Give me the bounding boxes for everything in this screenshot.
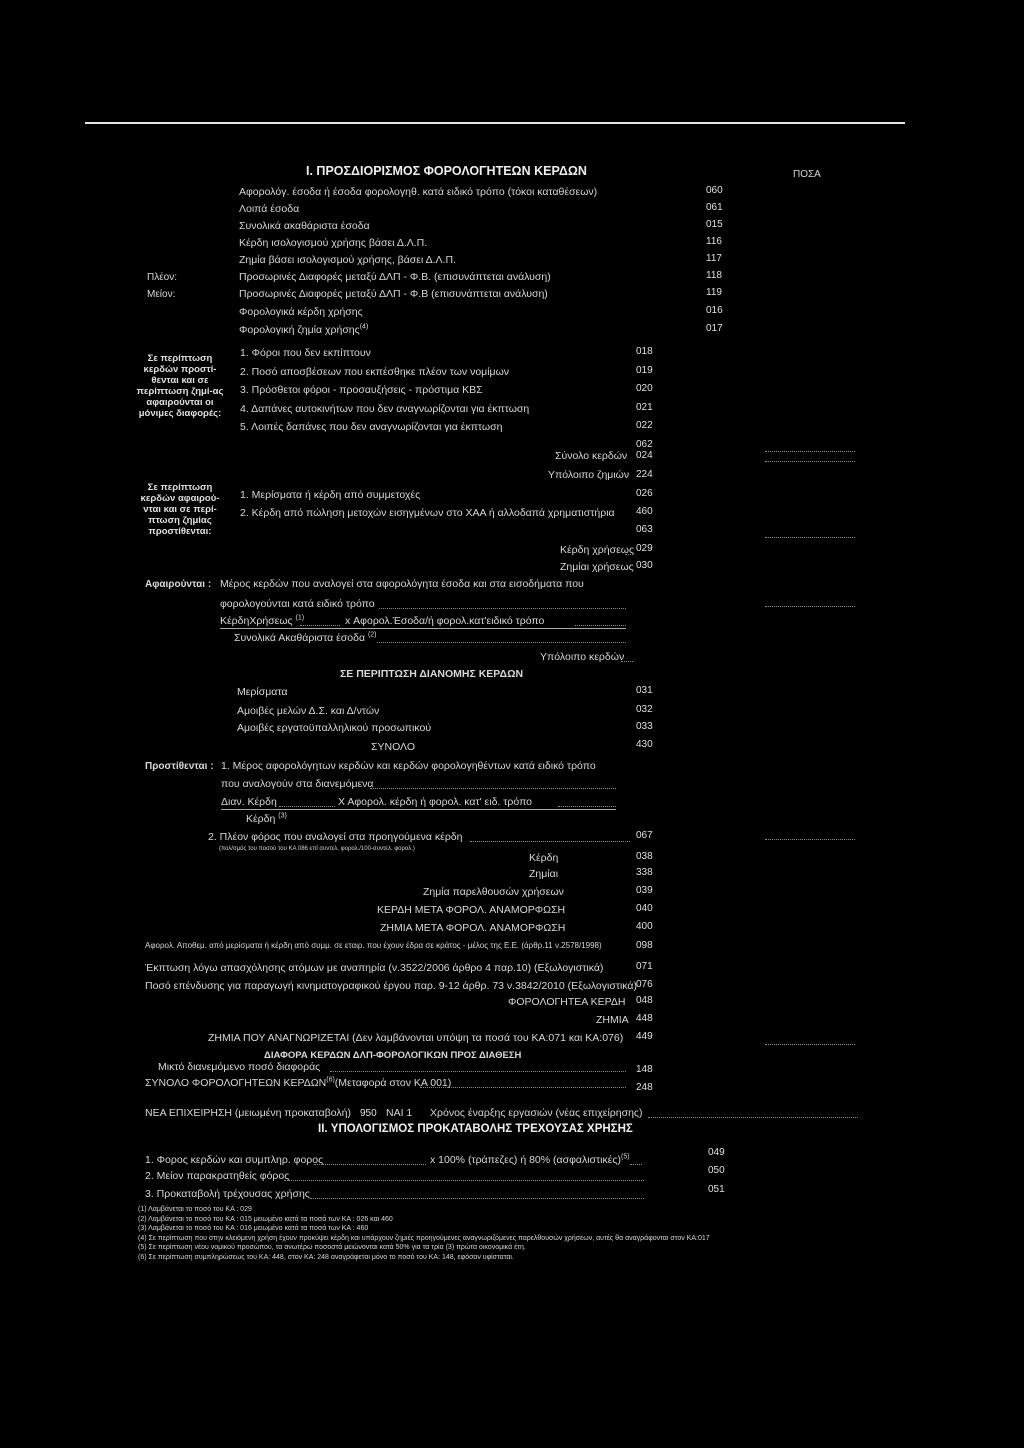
field-code: 032 [636,704,653,715]
footnote: (1) Λαμβάνεται το ποσό του ΚΑ : 029 [138,1206,252,1213]
amount-field[interactable] [765,606,855,607]
new-business-value[interactable]: ΝΑΙ 1 [386,1107,413,1119]
add-item-label: 4. Δαπάνες αυτοκινήτων που δεν αναγνωρίζονται για έκπτωση [240,403,530,415]
amount-field[interactable] [765,461,855,462]
distribution-total-label: ΣΥΝΟΛΟ [371,741,416,753]
leader-dots [569,863,630,864]
deduct-label: Αφαιρούνται : [145,579,212,590]
start-year-field[interactable] [648,1117,858,1118]
code-224: 224 [636,469,653,480]
field-code: 061 [706,202,723,213]
advance-line2: 2. Μείον παρακρατηθείς φόρος [145,1170,290,1182]
result-label: Ζημία παρελθουσών χρήσεων [423,886,564,898]
field-code: 098 [636,940,653,951]
advance-line1: 1. Φορος κερδών και συμπληρ. φορος [145,1154,324,1166]
footnote-ref: (6) [326,1076,335,1084]
footnote: (5) Σε περίπτωση νέου νομικού προσώπου, τα ανωτέρω ποσοστά μειώνονται κατά 50% για τα τρία (3) πρώτα οικονομικά έτη. [138,1244,526,1251]
field-code: 040 [636,903,653,914]
side-label: Μείον: [147,289,176,300]
field-code: 020 [636,383,653,394]
field-code: 060 [706,185,723,196]
lower-line-label: Έκπτωση λόγω απασχόλησης ατόμων με αναπηρία (ν.3522/2006 άρθρο 4 παρ.10) (Εξωλογιστικά) [145,962,604,974]
distribution-item-label: Μερίσματα [237,686,288,698]
field-code: 022 [636,420,653,431]
result-label: ΖΗΜΙΑ ΜΕΤΑ ΦΟΡΟΛ. ΑΝΑΜΟΡΦΩΣΗ [380,922,566,934]
line-label: Ζημία βάσει ισολογισμού χρήσης, βάσει Δ.Λ.Π. [239,254,456,266]
mixed-label: Μικτό διανεμόμενο ποσό διαφοράς [158,1061,321,1073]
add-item-label: 3. Πρόσθετοι φόροι - προσαυξήσεις - πρόστιμα ΚΒΣ [240,384,483,396]
start-year-label: Χρόνος έναρξης εργασιών (νέας επιχείρησης) [430,1107,643,1119]
year-profit-label: Κέρδη χρήσεως [560,544,635,556]
added-formula-bottom [246,813,287,826]
code-030: 030 [636,560,653,571]
year-loss-label: Ζημίαι χρήσεως [560,561,634,573]
lower-line-label: ΖΗΜΙΑ [596,1014,629,1026]
code-029: 029 [636,543,653,554]
deduct-formula-bottom-text: Συνολικά Ακαθάριστα έσοδα [234,632,366,644]
amount-field[interactable] [765,451,855,452]
distribution-item-label: Αμοιβές εργατοϋπαλληλικού προσωπικού [237,722,432,734]
leader-dots [237,697,630,698]
field-code: 017 [706,323,723,334]
field-code: 338 [636,867,653,878]
deduct-formula-left [220,615,304,628]
added-line1: 1. Μέρος αφορολόγητων κερδών και κερδών φορολογηθέντων κατά ειδικό τρόπο [221,760,596,772]
field-code: 071 [636,961,653,972]
field-code: 033 [636,721,653,732]
profit-rest-label: Υπόλοιπο κερδών [540,651,625,663]
line-label: Κέρδη ισολογισμού χρήσης βάσει Δ.Λ.Π. [239,237,428,249]
field-code: 031 [636,685,653,696]
leader-dots [569,879,630,880]
added-formula-right: Χ Αφορολ. κέρδη ή φορολ. κατ' ειδ. τρόπο [338,796,532,808]
field-code: 448 [636,1013,653,1024]
line-label: Αφορολόγ. έσοδα ή έσοδα φορολογηθ. κατά ειδικό τρόπο (τόκοι καταθέσεων) [239,186,598,198]
footnote-ref: (1) [295,614,305,622]
amount-field[interactable] [765,839,855,840]
code-024: 024 [636,450,653,461]
field-code: 400 [636,921,653,932]
field-code: 026 [636,488,653,499]
add-item-label: 5. Λοιπές δαπάνες που δεν αναγνωρίζονται για έκπτωση [240,421,503,433]
deduct-line2: φορολογούνται κατά ειδικό τρόπο [220,598,375,610]
code-067: 067 [636,830,653,841]
deduct-line1: Μέρος κερδών που αναλογεί στα αφορολόγητα έσοδα και στα εισοδήματα που [220,578,584,590]
footnote: (6) Σε περίπτωση συμπληρώσεως του ΚΑ: 448, στον ΚΑ: 248 αναγράφεται μόνο το ποσό του ΚΑ: 148, εφόσον υφίσταται. [138,1253,514,1261]
distribution-item-label: Αμοιβές μελών Δ.Σ. και Δ/ντών [237,705,380,717]
footnote-ref: (5) [620,1153,630,1161]
lower-line-label: Ποσό επένδυσης για παραγωγή κινηματογραφικού έργου παρ. 9-12 άρθρ. 73 ν.3842/2010 (Εξωλογιστικά) [145,980,637,992]
field-code: 039 [636,885,653,896]
added-tax-line: 2. Πλέον φόρος που αναλογεί στα προηγούμενα κέρδη [208,831,463,843]
lower-line-label: ΖΗΜΙΑ ΠΟΥ ΑΝΑΓΝΩΡΙΖΕΤΑΙ (Δεν λαμβάνονται υπόψη τα ποσά του ΚΑ:071 και ΚΑ:076) [208,1032,624,1044]
advance-line1-right [430,1154,630,1167]
side-label: Πλέον: [147,272,178,283]
field-code: 016 [706,305,723,316]
leader-dots [418,751,630,752]
sub-item-label: 1. Μερίσματα ή κέρδη από συμμετοχές [240,489,421,501]
footnote-ref: (3) [278,812,287,820]
added-formula-left: Διαν. Κέρδη [221,796,277,808]
added-tax-note: (πολ/σμός του ποσού του ΚΑ 086 επί συντελ. φορολ./100-συντελ. φορολ.) [219,846,415,852]
deduct-formula-bottom [234,632,377,645]
new-business-label: ΝΕΑ ΕΠΙΧΕΙΡΗΣΗ (μειωμένη προκαταβολή) [145,1107,352,1119]
difference-title: ΔΙΑΦΟΡΑ ΚΕΡΔΩΝ ΔΛΠ-ΦΟΡΟΛΟΓΙΚΩΝ ΠΡΟΣ ΔΙΑΘΕΣΗ [264,1050,522,1061]
add-item-label: 2. Ποσό αποσβέσεων που εκπέσθηκε πλέον των νομίμων [240,366,510,378]
field-code: 119 [706,287,722,298]
footnote-ref: (4) [359,323,369,331]
deduct-formula-right: x Αφορολ.Έσοδα/ή φορολ.κατ'ειδικό τρόπο [345,615,545,627]
total-profit-label: Σύνολο κερδών [555,450,628,462]
field-code: 430 [636,739,653,750]
line-label: Προσωρινές Διαφορές μεταξύ ΔΛΠ - Φ.Β. (επισυνάπτεται ανάλυση) [239,271,551,283]
result-label: ΚΕΡΔΗ ΜΕΤΑ ΦΟΡΟΛ. ΑΝΑΜΟΡΦΩΣΗ [377,904,566,916]
field-code: 116 [706,236,722,247]
line-label: Λοιπά έσοδα [239,203,300,215]
field-code: 117 [706,253,722,264]
result-label: Ζημίαι [529,868,559,880]
line-label: Φορολογικά κέρδη χρήσης [239,306,363,318]
add-item-label: 1. Φόροι που δεν εκπίπτουν [240,347,371,359]
code-050: 050 [708,1165,725,1176]
field-code: 021 [636,402,653,413]
deduct-formula-left-text: ΚέρδηΧρήσεως [220,615,293,627]
transfer-note: (Μεταφορά στον ΚΑ 001) [334,1077,452,1089]
line-label: Προσωρινές Διαφορές μεταξύ ΔΛΠ - Φ.Β (επισυνάπτεται ανάλυση) [239,288,548,300]
field-code: 018 [636,346,653,357]
loss-rest-label: Υπόλοιπο ζημιών [548,469,630,481]
footnote-ref: (2) [367,631,377,639]
result-label: Κέρδη [529,852,559,864]
field-code: 449 [636,1031,653,1042]
footnote: (4) Σε περίπτωση που στην κλειόμενη χρήση έχουν προκύψει κέρδη και υπάρχουν ζημιές προηγούμενες αναγνωριζόμενες παρελθουσών χρήσεων, αυτές θα αναγράφονται στον ΚΑ:017 [138,1234,710,1242]
top-rule [85,122,905,124]
section-title: I. ΠΡΟΣΔΙΟΡΙΣΜΟΣ ΦΟΡΟΛΟΓΗΤΕΩΝ ΚΕΡΔΩΝ [306,164,587,178]
leader-dots [246,536,630,537]
added-line2: που αναλογούν στα διανεμόμενα [221,778,374,790]
field-code: 019 [636,365,653,376]
code-248: 248 [636,1082,653,1093]
field-code: 062 [636,439,653,450]
field-code: 015 [706,219,723,230]
advance-line1-right-text: x 100% (τράπεζες) ή 80% (ασφαλιστικές) [430,1154,621,1166]
added-label: Προστίθενται : [145,761,214,772]
field-code: 460 [636,506,653,517]
code-051: 051 [708,1184,725,1195]
field-code: 076 [636,979,653,990]
advance-line3: 3. Προκαταβολή τρέχουσας χρήσης [145,1188,310,1200]
add-group-label: Σε περίπτωση κερδών προστί-θενται και σε περίπτωση ζημί-ας αφαιρούνται οι μόνιμες διαφορές: [136,353,224,419]
field-code: 063 [636,524,653,535]
code-148: 148 [636,1064,653,1075]
line-label: Φορολογική ζημία χρήσης$^{(4)}$ [239,323,369,336]
field-code: 048 [636,995,653,1006]
line-label: Συνολικά ακαθάριστα έσοδα [239,220,370,232]
footnote: (3) Λαμβάνεται το ποσό του ΚΑ : 016 μειωμένο κατά τα ποσά των ΚΑ : 460 [138,1225,369,1232]
sub-item-label: 2. Κέρδη από πώληση μετοχών εισηγμένων στο ΧΑΑ ή αλλοδαπά χρηματιστήρια [240,507,615,519]
lower-line-label: ΦΟΡΟΛΟΓΗΤΕΑ ΚΕΡΔΗ [508,996,626,1008]
code-049: 049 [708,1147,725,1158]
amount-field[interactable] [765,537,855,538]
footnote: (2) Λαμβάνεται το ποσό του ΚΑ : 015 μειωμένο κατά τα ποσά των ΚΑ : 026 και 460 [138,1215,393,1223]
amounts-header: ΠΟΣΑ [793,169,821,180]
code-950: 950 [360,1108,377,1119]
added-formula-bottom-text: Κέρδη [246,813,276,825]
amount-field[interactable] [765,1044,855,1045]
sub-group-label: Σε περίπτωση κερδών αφαιρού-νται και σε περί-πτωση ζημίας προστίθενται: [140,482,220,537]
total-taxable-text: ΣΥΝΟΛΟ ΦΟΡΟΛΟΓΗΤΕΩΝ ΚΕΡΔΩΝ [145,1077,327,1089]
total-taxable-label [145,1077,451,1090]
field-code: 118 [706,270,722,281]
leader-dots [239,214,700,215]
lower-line-label: Αφορολ. Αποθεμ. από μερίσματα ή κέρδη από συμμ. σε εταιρ. που έχουν έδρα σε κράτος - μέλος της Ε.Ε. (άρθρ.11 ν.2578/1998) [145,941,602,950]
distribution-title: ΣΕ ΠΕΡΙΠΤΩΣΗ ΔΙΑΝΟΜΗΣ ΚΕΡΔΩΝ [340,668,524,680]
field-code: 038 [636,851,653,862]
section2-title: II. ΥΠΟΛΟΓΙΣΜΟΣ ΠΡΟΚΑΤΑΒΟΛΗΣ ΤΡΕΧΟΥΣΑΣ ΧΡΗΣΗΣ [318,1123,633,1135]
